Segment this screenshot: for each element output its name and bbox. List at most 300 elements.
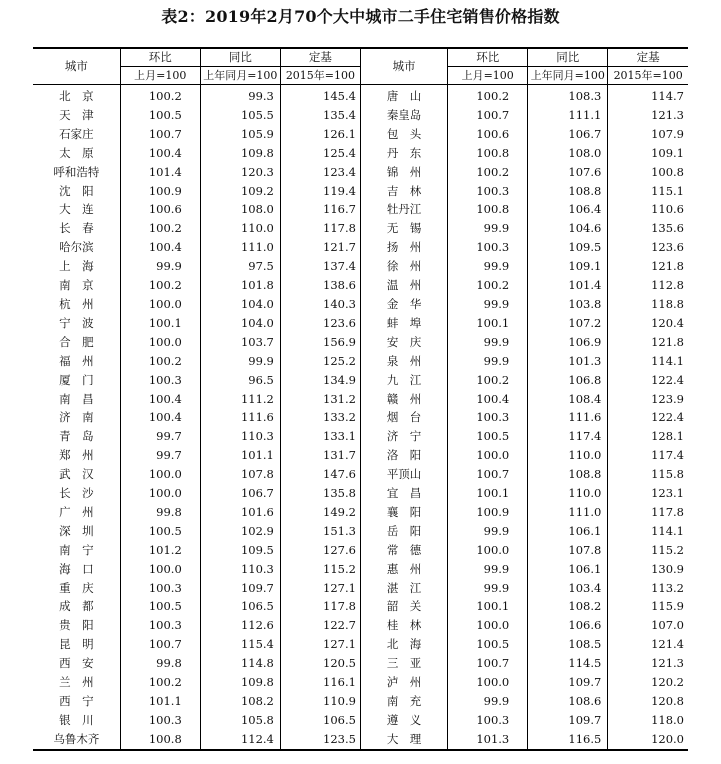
left-city-name: 南 宁 <box>59 542 94 557</box>
right-mom-index: 100.6 <box>448 125 528 144</box>
left-city-name: 西 宁 <box>59 694 94 708</box>
left-mom-index: 100.2 <box>120 352 200 371</box>
table-row <box>33 85 688 106</box>
table-row <box>33 200 688 219</box>
right-mom-index: 100.0 <box>448 616 528 635</box>
right-mom-index: 99.9 <box>448 560 528 579</box>
header-yoy-base-right: 上年同月=100 <box>528 67 608 85</box>
right-fixed-base-index: 122.4 <box>608 371 688 390</box>
right-yoy-index: 106.1 <box>528 560 608 579</box>
right-mom-index: 100.4 <box>448 390 528 409</box>
left-mom-index: 99.7 <box>120 427 200 446</box>
right-mom-index: 100.1 <box>448 484 528 503</box>
left-fixed-base-index: 120.5 <box>280 654 360 673</box>
table-header <box>33 48 688 85</box>
right-yoy-index: 107.2 <box>528 314 608 333</box>
left-city-name: 大 连 <box>59 202 94 217</box>
left-yoy-index: 112.4 <box>200 730 280 750</box>
right-fixed-base-index: 121.3 <box>608 654 688 673</box>
right-city-name: 大 理 <box>360 730 447 750</box>
left-city-name: 沈 阳 <box>59 183 94 198</box>
header-mom-base-left: 上月=100 <box>120 67 200 85</box>
header-yoy-right: 同比 <box>528 48 608 67</box>
left-fixed-base-index: 116.1 <box>280 673 360 692</box>
left-yoy-index: 110.3 <box>200 560 280 579</box>
left-fixed-base-index: 149.2 <box>280 503 360 522</box>
left-city-name: 南 昌 <box>59 391 94 406</box>
left-mom-index: 100.0 <box>120 484 200 503</box>
right-yoy-index: 106.4 <box>528 200 608 219</box>
table-row <box>33 579 688 598</box>
left-mom-index: 100.0 <box>120 465 200 484</box>
right-fixed-base-index: 123.9 <box>608 390 688 409</box>
header-fixed-right: 定基 <box>608 48 688 67</box>
left-fixed-base-index: 133.1 <box>280 427 360 446</box>
right-yoy-index: 109.7 <box>528 673 608 692</box>
right-fixed-base-index: 130.9 <box>608 560 688 579</box>
left-yoy-index: 115.4 <box>200 635 280 654</box>
right-city-name: 无 锡 <box>360 219 447 238</box>
left-fixed-base-index: 137.4 <box>280 257 360 276</box>
right-yoy-index: 108.5 <box>528 635 608 654</box>
right-city-name: 南 充 <box>360 692 447 711</box>
left-mom-index: 100.0 <box>120 560 200 579</box>
right-city-name: 锦 州 <box>360 163 447 182</box>
left-mom-index: 100.3 <box>120 579 200 598</box>
left-mom-index: 100.8 <box>120 730 200 750</box>
right-mom-index: 99.9 <box>448 579 528 598</box>
right-fixed-base-index: 107.0 <box>608 616 688 635</box>
left-city-name: 宁 波 <box>59 315 94 330</box>
left-fixed-base-index: 121.7 <box>280 238 360 257</box>
left-fixed-base-index: 125.2 <box>280 352 360 371</box>
right-city-name: 惠 州 <box>360 560 447 579</box>
table-row <box>33 654 688 673</box>
right-yoy-index: 106.1 <box>528 522 608 541</box>
right-yoy-index: 116.5 <box>528 730 608 750</box>
right-yoy-index: 110.0 <box>528 484 608 503</box>
left-fixed-base-index: 116.7 <box>280 200 360 219</box>
right-yoy-index: 108.3 <box>528 85 608 106</box>
left-fixed-base-index: 123.5 <box>280 730 360 750</box>
table-row <box>33 352 688 371</box>
right-mom-index: 100.3 <box>448 408 528 427</box>
right-fixed-base-index: 121.4 <box>608 635 688 654</box>
right-mom-index: 100.7 <box>448 465 528 484</box>
table-row <box>33 465 688 484</box>
left-city-name: 哈尔滨 <box>59 240 94 255</box>
table-row <box>33 238 688 257</box>
right-fixed-base-index: 122.4 <box>608 408 688 427</box>
right-city-name: 洛 阳 <box>360 446 447 465</box>
right-fixed-base-index: 123.1 <box>608 484 688 503</box>
right-fixed-base-index: 120.4 <box>608 314 688 333</box>
left-yoy-index: 105.9 <box>200 125 280 144</box>
header-mom-base-right: 上月=100 <box>448 67 528 85</box>
right-fixed-base-index: 117.4 <box>608 446 688 465</box>
right-city-name: 韶 关 <box>360 597 447 616</box>
left-yoy-index: 99.9 <box>200 352 280 371</box>
right-mom-index: 100.3 <box>448 711 528 730</box>
left-fixed-base-index: 133.2 <box>280 408 360 427</box>
table-row <box>33 219 688 238</box>
left-city-name: 深 圳 <box>59 523 94 538</box>
right-city-name: 徐 州 <box>360 257 447 276</box>
left-city-name: 银 川 <box>59 712 94 727</box>
right-yoy-index: 108.6 <box>528 692 608 711</box>
table-row <box>33 692 688 711</box>
right-city-name: 赣 州 <box>360 390 447 409</box>
price-index-table <box>33 47 688 751</box>
right-yoy-index: 108.2 <box>528 597 608 616</box>
left-yoy-index: 103.7 <box>200 333 280 352</box>
left-yoy-index: 108.2 <box>200 692 280 711</box>
left-fixed-base-index: 127.1 <box>280 579 360 598</box>
right-city-name: 湛 江 <box>360 579 447 598</box>
right-yoy-index: 114.5 <box>528 654 608 673</box>
right-mom-index: 100.7 <box>448 654 528 673</box>
right-fixed-base-index: 115.8 <box>608 465 688 484</box>
left-mom-index: 100.5 <box>120 522 200 541</box>
left-fixed-base-index: 106.5 <box>280 711 360 730</box>
right-mom-index: 100.8 <box>448 144 528 163</box>
left-city-name: 郑 州 <box>59 448 94 463</box>
right-mom-index: 99.9 <box>448 522 528 541</box>
table-row <box>33 541 688 560</box>
table-title: 表2：2019年2月70个大中城市二手住宅销售价格指数 <box>161 7 560 26</box>
right-fixed-base-index: 121.8 <box>608 257 688 276</box>
right-city-name: 九 江 <box>360 371 447 390</box>
table-body <box>33 85 688 750</box>
table-row <box>33 371 688 390</box>
right-fixed-base-index: 123.6 <box>608 238 688 257</box>
left-mom-index: 100.7 <box>120 635 200 654</box>
left-yoy-index: 114.8 <box>200 654 280 673</box>
table-row <box>33 144 688 163</box>
header-fixed-base-right: 2015年=100 <box>608 67 688 85</box>
header-mom-left: 环比 <box>120 48 200 67</box>
left-mom-index: 100.4 <box>120 390 200 409</box>
left-yoy-index: 109.8 <box>200 144 280 163</box>
right-fixed-base-index: 110.6 <box>608 200 688 219</box>
right-fixed-base-index: 113.2 <box>608 579 688 598</box>
left-mom-index: 100.7 <box>120 125 200 144</box>
right-city-name: 包 头 <box>360 125 447 144</box>
left-city-name: 贵 阳 <box>59 618 94 633</box>
left-mom-index: 100.1 <box>120 314 200 333</box>
left-yoy-index: 109.8 <box>200 673 280 692</box>
header-fixed-left: 定基 <box>280 48 360 67</box>
left-fixed-base-index: 122.7 <box>280 616 360 635</box>
left-fixed-base-index: 117.8 <box>280 597 360 616</box>
right-fixed-base-index: 115.1 <box>608 182 688 201</box>
table-row <box>33 295 688 314</box>
left-city-name: 西 安 <box>59 656 94 671</box>
right-mom-index: 99.9 <box>448 257 528 276</box>
header-city-left: 城市 <box>33 48 120 85</box>
left-mom-index: 100.3 <box>120 711 200 730</box>
left-city-name: 上 海 <box>59 259 94 274</box>
right-yoy-index: 101.3 <box>528 352 608 371</box>
left-mom-index: 101.4 <box>120 163 200 182</box>
left-city-name: 乌鲁木齐 <box>53 731 100 746</box>
table-row <box>33 390 688 409</box>
right-fixed-base-index: 121.8 <box>608 333 688 352</box>
right-yoy-index: 108.4 <box>528 390 608 409</box>
header-mom-right: 环比 <box>448 48 528 67</box>
table-row <box>33 408 688 427</box>
left-fixed-base-index: 135.4 <box>280 106 360 125</box>
right-fixed-base-index: 120.0 <box>608 730 688 750</box>
right-city-name: 安 庆 <box>360 333 447 352</box>
table-row <box>33 106 688 125</box>
left-yoy-index: 120.3 <box>200 163 280 182</box>
header-city-right: 城市 <box>360 48 447 85</box>
left-city-name: 呼和浩特 <box>53 164 100 179</box>
left-mom-index: 100.0 <box>120 295 200 314</box>
left-fixed-base-index: 117.8 <box>280 219 360 238</box>
right-mom-index: 100.2 <box>448 371 528 390</box>
right-city-name: 泸 州 <box>360 673 447 692</box>
left-mom-index: 101.1 <box>120 692 200 711</box>
right-yoy-index: 108.0 <box>528 144 608 163</box>
left-yoy-index: 105.8 <box>200 711 280 730</box>
left-city-name: 长 春 <box>59 221 94 236</box>
right-city-name: 温 州 <box>360 276 447 295</box>
left-city-name: 杭 州 <box>59 296 94 311</box>
left-yoy-index: 111.0 <box>200 238 280 257</box>
left-mom-index: 99.9 <box>120 257 200 276</box>
left-city-name: 天 津 <box>59 107 94 122</box>
right-mom-index: 100.0 <box>448 673 528 692</box>
right-city-name: 济 宁 <box>360 427 447 446</box>
left-city-name: 海 口 <box>59 561 94 576</box>
left-yoy-index: 111.6 <box>200 408 280 427</box>
left-fixed-base-index: 123.6 <box>280 314 360 333</box>
right-mom-index: 100.1 <box>448 314 528 333</box>
left-mom-index: 100.9 <box>120 182 200 201</box>
right-city-name: 宜 昌 <box>360 484 447 503</box>
left-city-name: 福 州 <box>59 353 94 368</box>
table-row <box>33 446 688 465</box>
left-fixed-base-index: 134.9 <box>280 371 360 390</box>
left-yoy-index: 110.0 <box>200 219 280 238</box>
right-city-name: 秦皇岛 <box>360 106 447 125</box>
header-yoy-base-left: 上年同月=100 <box>200 67 280 85</box>
left-yoy-index: 109.2 <box>200 182 280 201</box>
left-city-name: 重 庆 <box>59 580 94 595</box>
left-yoy-index: 101.8 <box>200 276 280 295</box>
left-city-name: 厦 门 <box>59 372 94 387</box>
left-fixed-base-index: 135.8 <box>280 484 360 503</box>
right-mom-index: 100.7 <box>448 106 528 125</box>
left-city-name: 长 沙 <box>59 486 94 501</box>
right-yoy-index: 108.8 <box>528 182 608 201</box>
right-yoy-index: 109.5 <box>528 238 608 257</box>
right-fixed-base-index: 120.8 <box>608 692 688 711</box>
left-city-name: 昆 明 <box>59 637 94 652</box>
left-yoy-index: 104.0 <box>200 295 280 314</box>
table-row <box>33 125 688 144</box>
right-yoy-index: 108.8 <box>528 465 608 484</box>
left-fixed-base-index: 110.9 <box>280 692 360 711</box>
right-yoy-index: 111.6 <box>528 408 608 427</box>
left-fixed-base-index: 123.4 <box>280 163 360 182</box>
left-yoy-index: 109.7 <box>200 579 280 598</box>
table-row <box>33 635 688 654</box>
left-yoy-index: 111.2 <box>200 390 280 409</box>
right-mom-index: 99.9 <box>448 692 528 711</box>
left-city-name: 广 州 <box>59 504 94 519</box>
right-city-name: 三 亚 <box>360 654 447 673</box>
table-row <box>33 484 688 503</box>
right-yoy-index: 117.4 <box>528 427 608 446</box>
right-yoy-index: 106.8 <box>528 371 608 390</box>
left-yoy-index: 107.8 <box>200 465 280 484</box>
left-city-name: 兰 州 <box>59 675 94 690</box>
left-mom-index: 100.5 <box>120 597 200 616</box>
table-row <box>33 673 688 692</box>
left-yoy-index: 97.5 <box>200 257 280 276</box>
right-city-name: 牡丹江 <box>360 200 447 219</box>
right-yoy-index: 111.0 <box>528 503 608 522</box>
right-fixed-base-index: 114.1 <box>608 522 688 541</box>
left-fixed-base-index: 126.1 <box>280 125 360 144</box>
left-fixed-base-index: 125.4 <box>280 144 360 163</box>
left-mom-index: 100.4 <box>120 238 200 257</box>
left-fixed-base-index: 131.7 <box>280 446 360 465</box>
left-yoy-index: 101.1 <box>200 446 280 465</box>
right-mom-index: 100.5 <box>448 635 528 654</box>
left-fixed-base-index: 127.1 <box>280 635 360 654</box>
header-fixed-base-left: 2015年=100 <box>280 67 360 85</box>
right-mom-index: 100.5 <box>448 427 528 446</box>
left-city-name: 北 京 <box>59 89 94 103</box>
right-city-name: 北 海 <box>360 635 447 654</box>
left-yoy-index: 110.3 <box>200 427 280 446</box>
left-yoy-index: 109.5 <box>200 541 280 560</box>
left-mom-index: 99.8 <box>120 503 200 522</box>
left-fixed-base-index: 147.6 <box>280 465 360 484</box>
right-city-name: 遵 义 <box>360 711 447 730</box>
right-city-name: 丹 东 <box>360 144 447 163</box>
right-fixed-base-index: 114.7 <box>608 85 688 106</box>
table-row <box>33 163 688 182</box>
right-mom-index: 100.1 <box>448 597 528 616</box>
right-fixed-base-index: 118.0 <box>608 711 688 730</box>
table-row <box>33 730 688 750</box>
right-fixed-base-index: 121.3 <box>608 106 688 125</box>
left-mom-index: 100.2 <box>120 673 200 692</box>
left-city-name: 济 南 <box>59 410 94 425</box>
right-mom-index: 100.2 <box>448 85 528 106</box>
left-mom-index: 100.4 <box>120 408 200 427</box>
left-fixed-base-index: 138.6 <box>280 276 360 295</box>
table-row <box>33 711 688 730</box>
right-yoy-index: 103.4 <box>528 579 608 598</box>
right-fixed-base-index: 128.1 <box>608 427 688 446</box>
right-yoy-index: 106.9 <box>528 333 608 352</box>
right-city-name: 常 德 <box>360 541 447 560</box>
right-mom-index: 100.2 <box>448 276 528 295</box>
left-mom-index: 100.0 <box>120 333 200 352</box>
left-yoy-index: 96.5 <box>200 371 280 390</box>
table-row <box>33 182 688 201</box>
left-yoy-index: 106.5 <box>200 597 280 616</box>
right-yoy-index: 111.1 <box>528 106 608 125</box>
right-mom-index: 99.9 <box>448 219 528 238</box>
right-city-name: 泉 州 <box>360 352 447 371</box>
left-fixed-base-index: 131.2 <box>280 390 360 409</box>
right-fixed-base-index: 114.1 <box>608 352 688 371</box>
right-city-name: 平顶山 <box>360 465 447 484</box>
right-fixed-base-index: 115.2 <box>608 541 688 560</box>
right-mom-index: 101.3 <box>448 730 528 750</box>
right-mom-index: 100.3 <box>448 238 528 257</box>
right-city-name: 金 华 <box>360 295 447 314</box>
left-mom-index: 99.8 <box>120 654 200 673</box>
left-yoy-index: 112.6 <box>200 616 280 635</box>
right-fixed-base-index: 109.1 <box>608 144 688 163</box>
table-row <box>33 427 688 446</box>
left-mom-index: 100.2 <box>120 85 200 106</box>
left-mom-index: 100.2 <box>120 219 200 238</box>
left-mom-index: 100.3 <box>120 371 200 390</box>
right-mom-index: 100.8 <box>448 200 528 219</box>
table-row <box>33 333 688 352</box>
left-city-name: 武 汉 <box>59 467 94 482</box>
right-yoy-index: 104.6 <box>528 219 608 238</box>
left-fixed-base-index: 119.4 <box>280 182 360 201</box>
right-city-name: 烟 台 <box>360 408 447 427</box>
right-fixed-base-index: 118.8 <box>608 295 688 314</box>
right-fixed-base-index: 100.8 <box>608 163 688 182</box>
left-fixed-base-index: 151.3 <box>280 522 360 541</box>
right-city-name: 吉 林 <box>360 182 447 201</box>
right-city-name: 襄 阳 <box>360 503 447 522</box>
table-row <box>33 560 688 579</box>
right-mom-index: 99.9 <box>448 333 528 352</box>
table-row <box>33 597 688 616</box>
right-yoy-index: 101.4 <box>528 276 608 295</box>
right-fixed-base-index: 117.8 <box>608 503 688 522</box>
left-mom-index: 100.4 <box>120 144 200 163</box>
right-city-name: 蚌 埠 <box>360 314 447 333</box>
left-yoy-index: 105.5 <box>200 106 280 125</box>
right-mom-index: 99.9 <box>448 352 528 371</box>
right-yoy-index: 103.8 <box>528 295 608 314</box>
left-fixed-base-index: 145.4 <box>280 85 360 106</box>
left-yoy-index: 99.3 <box>200 85 280 106</box>
left-city-name: 南 京 <box>59 278 94 293</box>
left-yoy-index: 104.0 <box>200 314 280 333</box>
right-fixed-base-index: 120.2 <box>608 673 688 692</box>
right-yoy-index: 110.0 <box>528 446 608 465</box>
left-mom-index: 100.2 <box>120 276 200 295</box>
table-row <box>33 522 688 541</box>
left-fixed-base-index: 140.3 <box>280 295 360 314</box>
table-row <box>33 616 688 635</box>
right-yoy-index: 106.7 <box>528 125 608 144</box>
right-mom-index: 100.2 <box>448 163 528 182</box>
left-city-name: 成 都 <box>59 599 94 614</box>
left-mom-index: 100.3 <box>120 616 200 635</box>
right-fixed-base-index: 115.9 <box>608 597 688 616</box>
left-fixed-base-index: 115.2 <box>280 560 360 579</box>
left-yoy-index: 101.6 <box>200 503 280 522</box>
right-fixed-base-index: 135.6 <box>608 219 688 238</box>
left-city-name: 青 岛 <box>59 429 94 444</box>
